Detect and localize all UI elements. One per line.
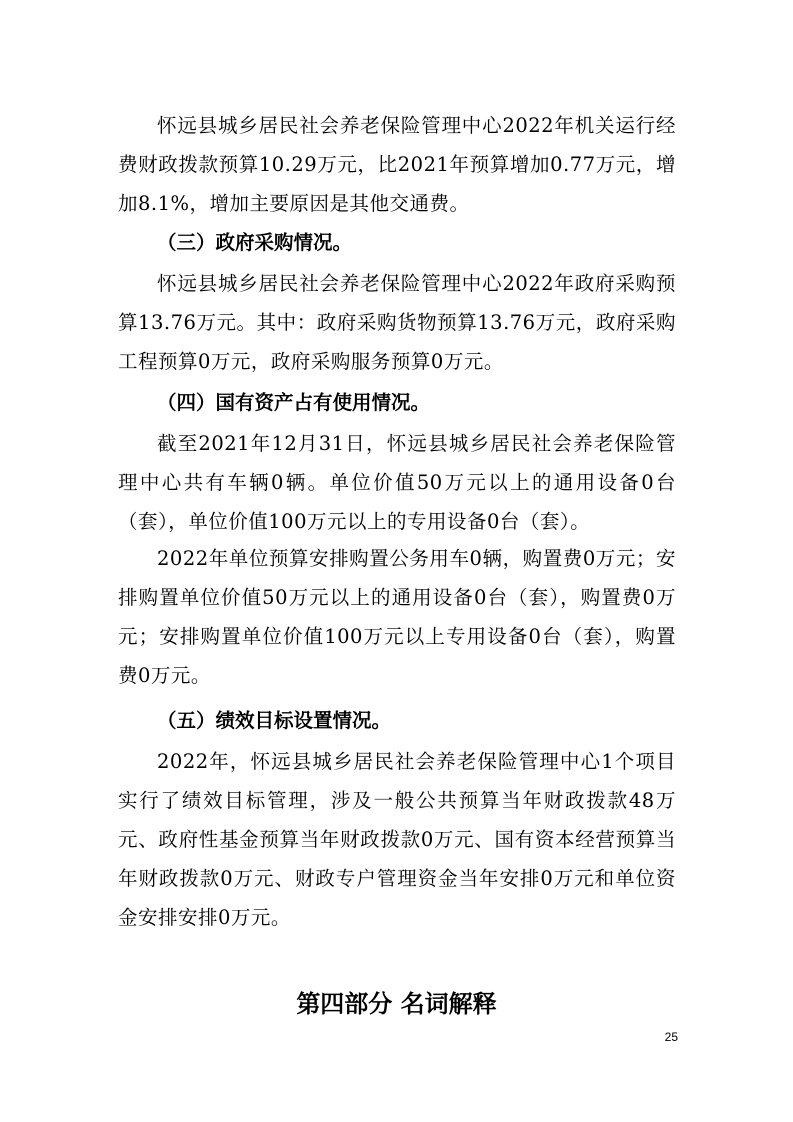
- page-number: 25: [664, 1030, 678, 1044]
- part-title: 第四部分 名词解释: [296, 990, 497, 1018]
- heading-government-procurement: （三）政府采购情况。: [157, 231, 353, 254]
- heading-state-assets: （四）国有资产占有使用情况。: [157, 391, 431, 414]
- paragraph-government-procurement: 怀远县城乡居民社会养老保险管理中心2022年政府采购预算13.76万元。其中：政府采购货物预算13.76万元，政府采购工程预算0万元，政府采购服务预算0万元。: [118, 272, 676, 373]
- paragraph-asset-purchase: 2022年单位预算安排购置公务用车0辆，购置费0万元；安排购置单位价值50万元以上的通用设备0台（套），购置费0万元；安排购置单位价值100万元以上专用设备0台（套），购置费0万元。: [118, 547, 676, 687]
- heading-performance-targets: （五）绩效目标设置情况。: [157, 709, 392, 732]
- paragraph-state-assets: 截至2021年12月31日，怀远县城乡居民社会养老保险管理中心共有车辆0辆。单位价值50万元以上的通用设备0台（套），单位价值100万元以上的专用设备0台（套）。: [118, 432, 676, 533]
- paragraph-performance-targets: 2022年，怀远县城乡居民社会养老保险管理中心1个项目实行了绩效目标管理，涉及一般公共预算当年财政拨款48万元、政府性基金预算当年财政拨款0万元、国有资本经营预算当年财政拨款0万元、财政专户管理资金当年安排0万元和单位资金安排安排0万元。: [118, 750, 676, 929]
- paragraph-operating-expenses: 怀远县城乡居民社会养老保险管理中心2022年机关运行经费财政拨款预算10.29万元，比2021年预算增加0.77万元，增加8.1%，增加主要原因是其他交通费。: [118, 114, 676, 215]
